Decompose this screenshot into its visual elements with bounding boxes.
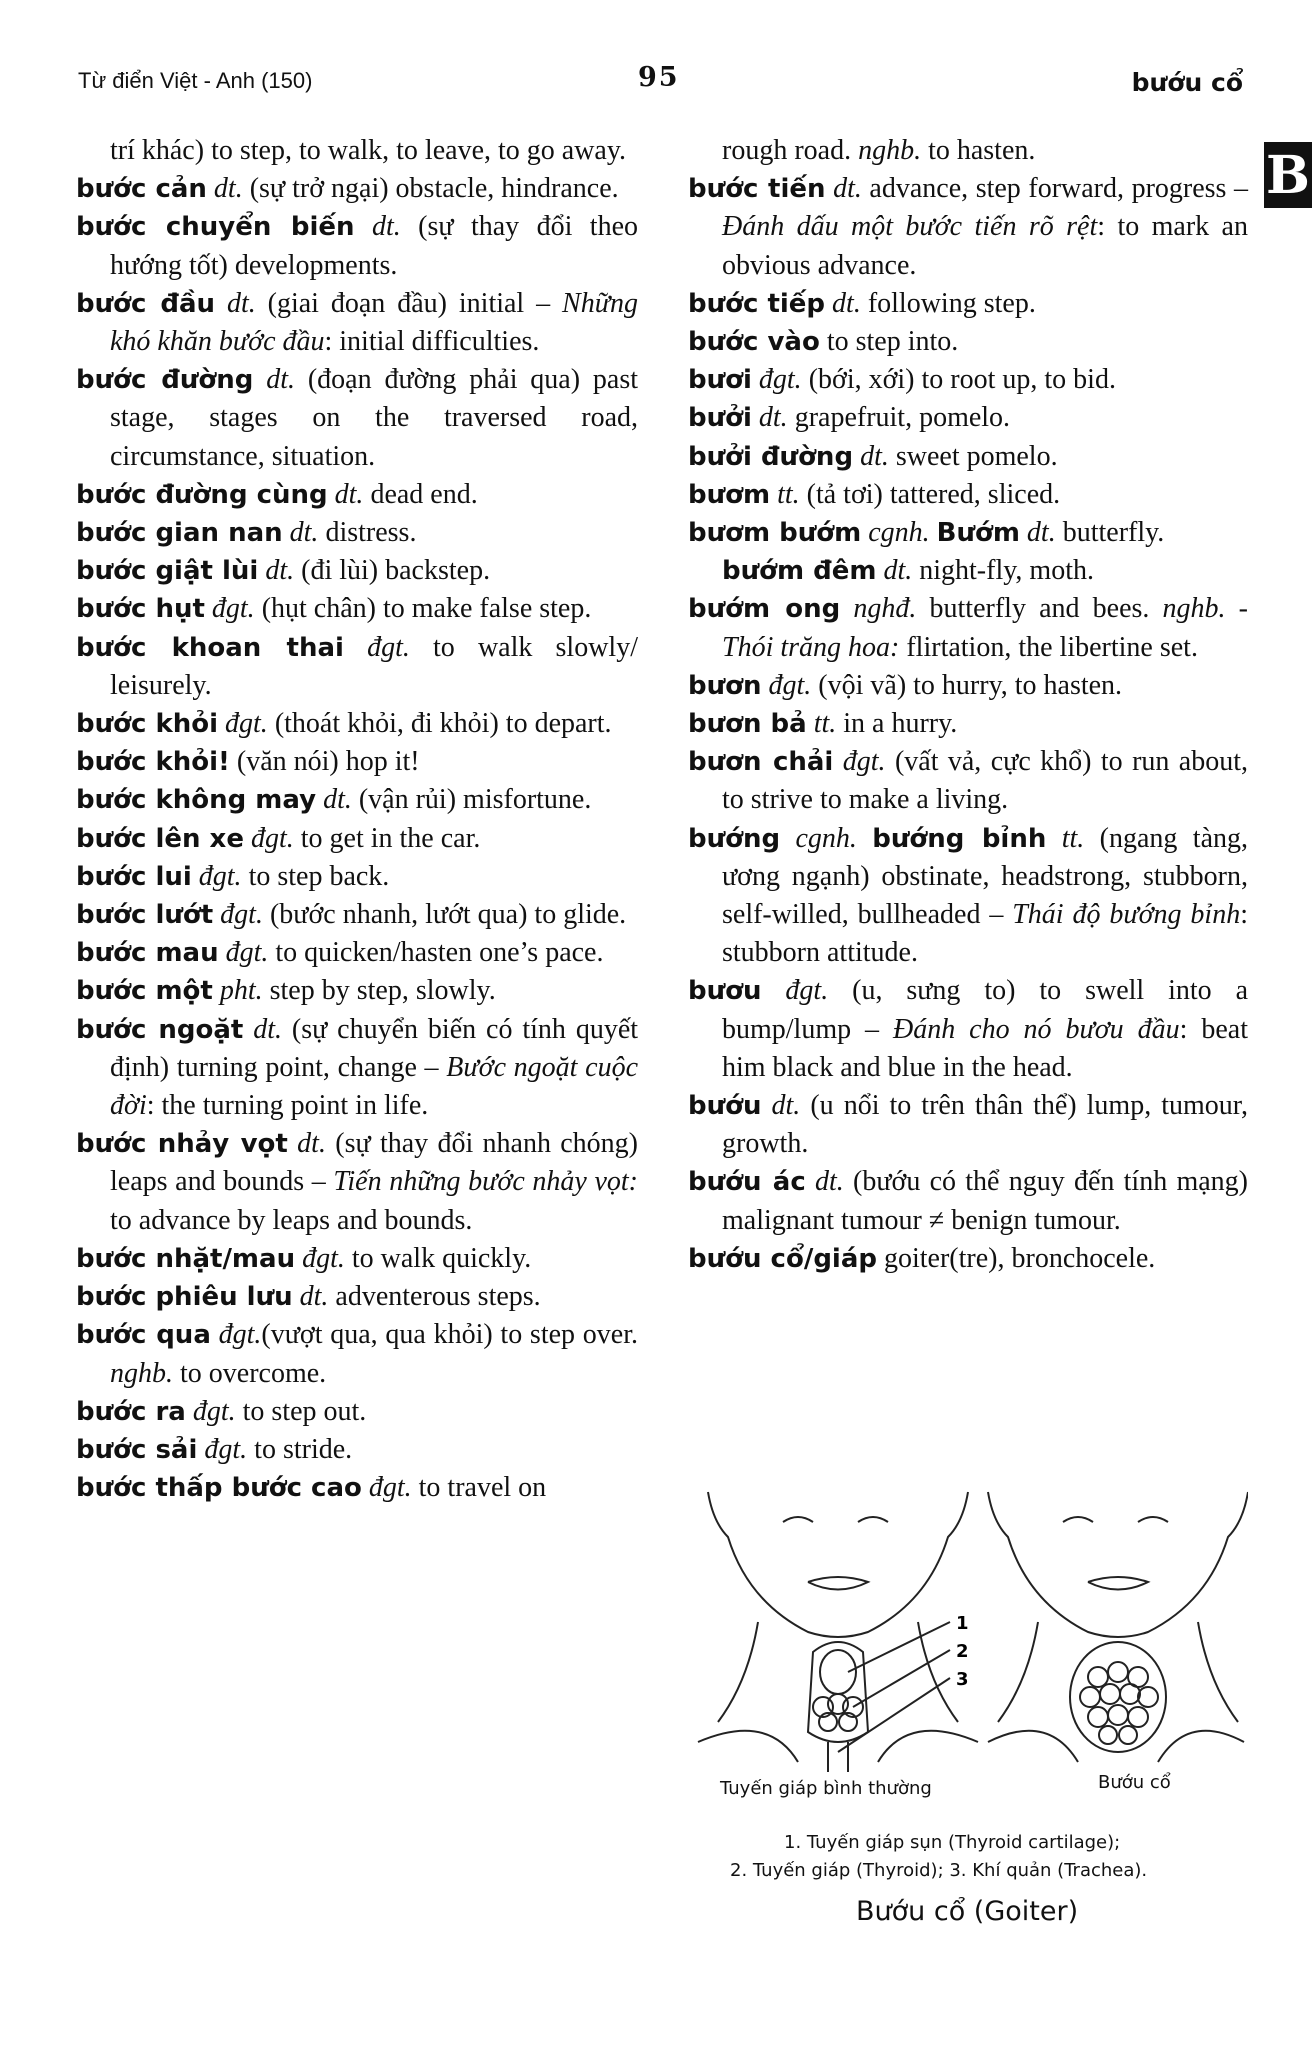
part-of-speech: dt. <box>299 1281 329 1313</box>
definition-text <box>205 593 212 624</box>
definition-text: to advance by leaps and bounds. <box>110 1204 473 1236</box>
definition-text <box>853 441 860 472</box>
part-of-speech: đgt. <box>367 631 410 663</box>
definition-text: (vội vã) to hurry, to hasten. <box>811 669 1123 701</box>
dictionary-entry <box>76 285 638 361</box>
dictionary-entry <box>76 170 638 208</box>
dictionary-entry <box>688 972 1248 1087</box>
headword: bước gian nan <box>76 518 283 549</box>
definition-text: (ngang tàng, ương ngạnh) obstinate, headstrong, stubborn, self-willed, bullheaded – <box>722 822 1249 931</box>
headword: bướm đêm <box>722 556 877 587</box>
definition-text: (đoạn đường phải qua) past stage, stages on the traversed road, circumstance, situation. <box>110 364 638 472</box>
definition-text <box>213 975 220 1006</box>
definition-text: goiter(tre), bronchocele. <box>877 1242 1156 1274</box>
definition-text <box>1020 517 1027 548</box>
definition-text: (bướu có thể nguy đến tính mạng) malignant tumour ≠ benign tumour. <box>722 1166 1248 1236</box>
part-of-speech: dt. <box>1026 517 1056 549</box>
definition-text: to walk quickly. <box>344 1242 532 1274</box>
dictionary-entry <box>76 705 638 743</box>
definition-text <box>752 364 759 395</box>
thyroid-illustration <box>688 1482 1248 1782</box>
definition-text: adventerous steps. <box>328 1281 541 1313</box>
headword: bước vào <box>688 327 820 358</box>
dictionary-entry <box>76 476 638 514</box>
definition-text: (sự thay đổi theo hướng tốt) developments. <box>110 211 638 281</box>
definition-text: step by step, slowly. <box>262 975 496 1007</box>
label-normal-thyroid: Tuyến giáp bình thường <box>720 1778 932 1799</box>
definition-text: (đi lùi) backstep. <box>294 555 491 587</box>
definition-text <box>1046 823 1061 854</box>
right-column <box>688 132 1248 1278</box>
part-of-speech: nghb. <box>110 1357 173 1389</box>
dictionary-entry <box>76 552 638 590</box>
dictionary-entry <box>76 1125 638 1240</box>
headword: bước ngoặt <box>76 1014 244 1045</box>
part-of-speech: đgt. <box>211 593 255 625</box>
dictionary-entry <box>76 1316 638 1392</box>
dictionary-entry <box>76 514 638 552</box>
definition-text <box>762 670 769 701</box>
dictionary-entry <box>76 629 638 705</box>
dictionary-entry <box>688 285 1248 323</box>
headword: bước sải <box>76 1434 198 1465</box>
part-of-speech: nghb. <box>858 135 922 166</box>
part-of-speech: dt. <box>266 364 296 396</box>
headword: bươn bả <box>688 709 807 740</box>
definition-text <box>219 937 226 968</box>
dictionary-entry <box>688 667 1248 705</box>
part-of-speech: nghđ. <box>853 593 917 625</box>
example: Thái độ bướng bỉnh <box>1012 899 1241 931</box>
part-of-speech: dt. <box>297 1128 326 1160</box>
definition-text: (sự trở ngại) obstacle, hindrance. <box>242 173 619 205</box>
part-of-speech: dt. <box>832 287 861 319</box>
headword: bước đường <box>76 365 254 396</box>
headword: bước nhảy vọt <box>76 1129 288 1160</box>
dictionary-entry <box>688 170 1248 285</box>
dictionary-entry <box>688 820 1248 973</box>
headword: bướng <box>688 823 781 854</box>
dictionary-entry <box>76 1240 638 1278</box>
definition-text <box>762 1090 772 1121</box>
definition-text: to step back. <box>241 860 390 892</box>
headword: bưởi <box>688 403 752 434</box>
headword: bước nhặt/mau <box>76 1243 296 1274</box>
definition-text: (tả tơi) tattered, sliced. <box>799 478 1061 510</box>
dictionary-entry <box>76 361 638 476</box>
definition-text: (thoát khỏi, đi khỏi) to depart. <box>267 708 612 740</box>
marker-2: 2 <box>956 1641 969 1662</box>
marker-3: 3 <box>956 1669 969 1690</box>
part-of-speech: đgt. <box>220 899 263 931</box>
dictionary-entry <box>688 552 1248 590</box>
dictionary-entry <box>688 705 1248 743</box>
part-of-speech: dt. <box>883 555 913 587</box>
definition-text: (hụt chân) to make false step. <box>254 593 592 625</box>
headword: bước một <box>76 976 213 1007</box>
headword: bươu <box>688 976 762 1007</box>
definition-text: following step. <box>860 287 1036 319</box>
definition-text: - <box>1225 593 1248 625</box>
dictionary-entry <box>76 820 638 858</box>
part-of-speech: cgnh. <box>868 517 930 549</box>
part-of-speech: đgt. <box>204 1433 248 1465</box>
definition-text: : the turning point in life. <box>146 1090 429 1122</box>
figure-caption-line2: 2. Tuyến giáp (Thyroid); 3. Khí quản (Trachea). <box>730 1860 1148 1881</box>
definition-text: : beat him black and blue in the head. <box>722 1013 1248 1083</box>
part-of-speech: dt. <box>371 211 401 243</box>
dictionary-entry <box>76 208 638 284</box>
headword: bước mau <box>76 938 219 969</box>
part-of-speech: dt. <box>833 173 862 205</box>
label-goiter: Bướu cổ <box>1098 1772 1171 1793</box>
headword: bướng bỉnh <box>872 823 1047 854</box>
part-of-speech: đgt. <box>302 1242 345 1274</box>
definition-text: (vất vả, cực khổ) to run about, to strive to make a living. <box>722 746 1248 816</box>
part-of-speech: cgnh. <box>795 822 857 854</box>
definition-text: distress. <box>318 517 417 549</box>
definition-text: (u nổi to trên thân thể) lump, tumour, growth. <box>722 1090 1248 1160</box>
dictionary-entry <box>688 323 1248 361</box>
guide-word: bướu cổ <box>1131 68 1243 97</box>
headword: bươn <box>688 670 762 701</box>
definition-text: to overcome. <box>173 1357 327 1389</box>
part-of-speech: pht. <box>219 975 263 1007</box>
example: Những khó khăn bước đầu <box>110 287 638 358</box>
page-header <box>78 62 1243 108</box>
definition-text: sweet pomelo. <box>888 440 1058 472</box>
definition-text <box>253 364 266 395</box>
headword: bưởi đường <box>688 441 854 472</box>
headword: bước khỏi! <box>76 747 230 778</box>
headword: bước khoan thai <box>76 632 344 663</box>
marker-1: 1 <box>956 1613 969 1634</box>
headword: bước lướt <box>76 900 214 931</box>
dictionary-entry <box>76 1011 638 1126</box>
book-title: Từ điển Việt - Anh (150) <box>78 68 313 93</box>
part-of-speech: tt. <box>813 708 837 740</box>
definition-text <box>288 1128 297 1159</box>
definition-text <box>826 173 834 204</box>
headword: Bướm <box>936 518 1020 549</box>
dictionary-entry <box>76 972 638 1010</box>
dictionary-entry <box>76 743 638 781</box>
definition-text: (vượt qua, qua khỏi) to step over. <box>261 1319 638 1351</box>
definition-text: trí khác) to step, to walk, to leave, to go away. <box>110 135 627 166</box>
definition-text: (văn nói) hop it! <box>229 746 420 778</box>
dictionary-entry <box>688 514 1248 552</box>
dictionary-entry <box>76 1469 638 1507</box>
definition-text: butterfly and bees. <box>916 593 1163 625</box>
headword: bươm <box>688 479 771 510</box>
headword: bước hụt <box>76 594 205 625</box>
goiter-figure <box>688 1482 1248 1927</box>
definition-text <box>362 1472 369 1503</box>
definition-text: : initial difficulties. <box>324 326 540 358</box>
part-of-speech: tt. <box>1061 822 1085 854</box>
part-of-speech: dt. <box>771 1090 801 1122</box>
part-of-speech: dt. <box>213 173 243 205</box>
headword: bướm ong <box>688 594 841 625</box>
example: Bước ngoặt cuộc đời <box>110 1051 638 1122</box>
definition-text: in a hurry. <box>836 708 958 740</box>
part-of-speech: đgt. <box>250 822 294 854</box>
part-of-speech: dt. <box>860 440 889 472</box>
part-of-speech: dt. <box>289 517 319 549</box>
definition-text: (bới, xới) to root up, to bid. <box>801 364 1116 396</box>
definition-text <box>857 823 872 854</box>
definition-text: to hasten. <box>921 135 1036 166</box>
example: Thói trăng hoa: <box>722 631 900 663</box>
figure-caption-line1: 1. Tuyến giáp sụn (Thyroid cartilage); <box>784 1832 1121 1853</box>
dictionary-entry <box>688 132 1248 170</box>
headword: bước chuyển biến <box>76 212 355 243</box>
definition-text <box>930 517 937 548</box>
definition-text <box>192 861 199 892</box>
part-of-speech: đgt. <box>768 669 812 701</box>
headword: bước giật lùi <box>76 556 259 587</box>
headword: bướu <box>688 1091 762 1122</box>
definition-text <box>215 288 227 319</box>
definition-text: : stubborn attitude. <box>722 899 1248 969</box>
left-column <box>76 132 638 1507</box>
dictionary-entry <box>688 361 1248 399</box>
dictionary-entry <box>688 1240 1248 1278</box>
definition-text <box>211 1319 219 1350</box>
dictionary-entry <box>688 399 1248 437</box>
definition-text: (giai đoạn đầu) initial – <box>255 287 563 319</box>
part-of-speech: đgt. <box>842 746 886 778</box>
definition-text <box>807 708 814 739</box>
definition-text <box>328 479 335 510</box>
dictionary-entry <box>76 132 638 170</box>
definition-text: (sự chuyển biến có tính quyết định) turning point, change – <box>110 1013 639 1083</box>
definition-text: (u, sưng to) to swell into a bump/lump – <box>722 975 1248 1045</box>
part-of-speech: đgt. <box>198 860 242 892</box>
dictionary-entry <box>76 1278 638 1316</box>
definition-text <box>806 1166 815 1197</box>
part-of-speech: đgt. <box>218 1319 262 1351</box>
headword: bước lên xe <box>76 823 244 854</box>
definition-text <box>293 1281 300 1312</box>
dictionary-entry <box>688 743 1248 819</box>
definition-text: (vận rủi) misfortune. <box>351 784 592 816</box>
part-of-speech: đgt. <box>225 708 268 740</box>
headword: bước ra <box>76 1396 186 1427</box>
part-of-speech: đgt. <box>368 1472 412 1504</box>
definition-text <box>833 746 842 777</box>
definition-text <box>283 517 290 548</box>
definition-text <box>244 823 251 854</box>
dictionary-entry <box>76 781 638 819</box>
headword: bước tiếp <box>688 288 826 319</box>
definition-text <box>762 975 786 1006</box>
definition-text: : to mark an obvious advance. <box>722 211 1248 281</box>
example: Tiến những bước nhảy vọt: <box>333 1166 638 1198</box>
definition-text: (sự thay đổi nhanh chóng) leaps and bounds – <box>110 1128 639 1198</box>
definition-text: to step into. <box>819 326 959 358</box>
definition-text: to travel on <box>411 1472 547 1504</box>
dictionary-entry <box>76 896 638 934</box>
dictionary-entry <box>688 438 1248 476</box>
part-of-speech: nghb. <box>1162 593 1226 625</box>
headword: bươn chải <box>688 747 834 778</box>
definition-text: to quicken/hasten one’s pace. <box>268 937 604 969</box>
example: Đánh dấu một bước tiến rõ rệt <box>722 211 1098 243</box>
headword: bướu ác <box>688 1167 806 1198</box>
definition-text <box>840 593 853 624</box>
part-of-speech: tt. <box>777 478 800 510</box>
part-of-speech: đgt. <box>192 1395 236 1427</box>
definition-text: flirtation, the libertine set. <box>899 631 1198 663</box>
example: Đánh cho nó bươu đầu <box>893 1013 1180 1045</box>
definition-text: butterfly. <box>1055 517 1165 549</box>
part-of-speech: dt. <box>253 1013 282 1045</box>
definition-text <box>186 1396 193 1427</box>
page-number: 95 <box>638 62 680 93</box>
headword: bước cản <box>76 174 207 205</box>
dictionary-entry <box>688 1163 1248 1239</box>
part-of-speech: đgt. <box>785 975 829 1007</box>
headword: bước đường cùng <box>76 479 328 510</box>
dictionary-entry <box>76 1431 638 1469</box>
definition-text: grapefruit, pomelo. <box>787 402 1011 434</box>
dictionary-entry <box>76 858 638 896</box>
definition-text <box>355 211 372 242</box>
definition-text <box>218 708 225 739</box>
part-of-speech: dt. <box>265 555 295 587</box>
definition-text <box>243 1014 253 1045</box>
headword: bước phiêu lưu <box>76 1282 293 1313</box>
headword: bước không may <box>76 785 317 816</box>
definition-text <box>344 632 367 663</box>
dictionary-entry <box>688 476 1248 514</box>
part-of-speech: đgt. <box>225 937 269 969</box>
dictionary-entry <box>688 590 1248 666</box>
headword: bước đầu <box>76 288 216 319</box>
definition-text: night-fly, moth. <box>912 555 1094 587</box>
definition-text: advance, step forward, progress – <box>861 173 1248 205</box>
dictionary-entry <box>688 1087 1248 1163</box>
definition-text: to get in the car. <box>293 822 481 854</box>
dictionary-entry <box>76 934 638 972</box>
part-of-speech: dt. <box>323 784 352 816</box>
section-letter-tab: B <box>1264 142 1312 208</box>
part-of-speech: dt. <box>334 478 364 510</box>
dictionary-entry <box>76 1393 638 1431</box>
part-of-speech: dt. <box>226 287 256 319</box>
definition-text: rough road. <box>722 135 859 166</box>
part-of-speech: dt. <box>815 1166 844 1198</box>
headword: bướu cổ/giáp <box>688 1243 877 1274</box>
definition-text: dead end. <box>363 478 478 510</box>
definition-text <box>752 402 759 433</box>
definition-text <box>780 823 795 854</box>
headword: bước qua <box>76 1320 211 1351</box>
definition-text <box>207 173 214 204</box>
headword: bước tiến <box>688 174 826 205</box>
part-of-speech: đgt. <box>758 364 802 396</box>
headword: bươm bướm <box>688 518 862 549</box>
headword: bước lui <box>76 861 192 892</box>
headword: bước khỏi <box>76 709 219 740</box>
definition-text: to walk slowly/ leisurely. <box>110 631 638 701</box>
figure-title: Bướu cổ (Goiter) <box>856 1896 1079 1927</box>
headword: bươi <box>688 365 752 396</box>
dictionary-entry <box>76 590 638 628</box>
definition-text: to stride. <box>247 1433 353 1465</box>
part-of-speech: dt. <box>758 402 788 434</box>
definition-text: to step out. <box>235 1395 367 1427</box>
definition-text <box>825 288 832 319</box>
definition-text: (bước nhanh, lướt qua) to glide. <box>262 899 627 931</box>
headword: bước thấp bước cao <box>76 1473 362 1504</box>
